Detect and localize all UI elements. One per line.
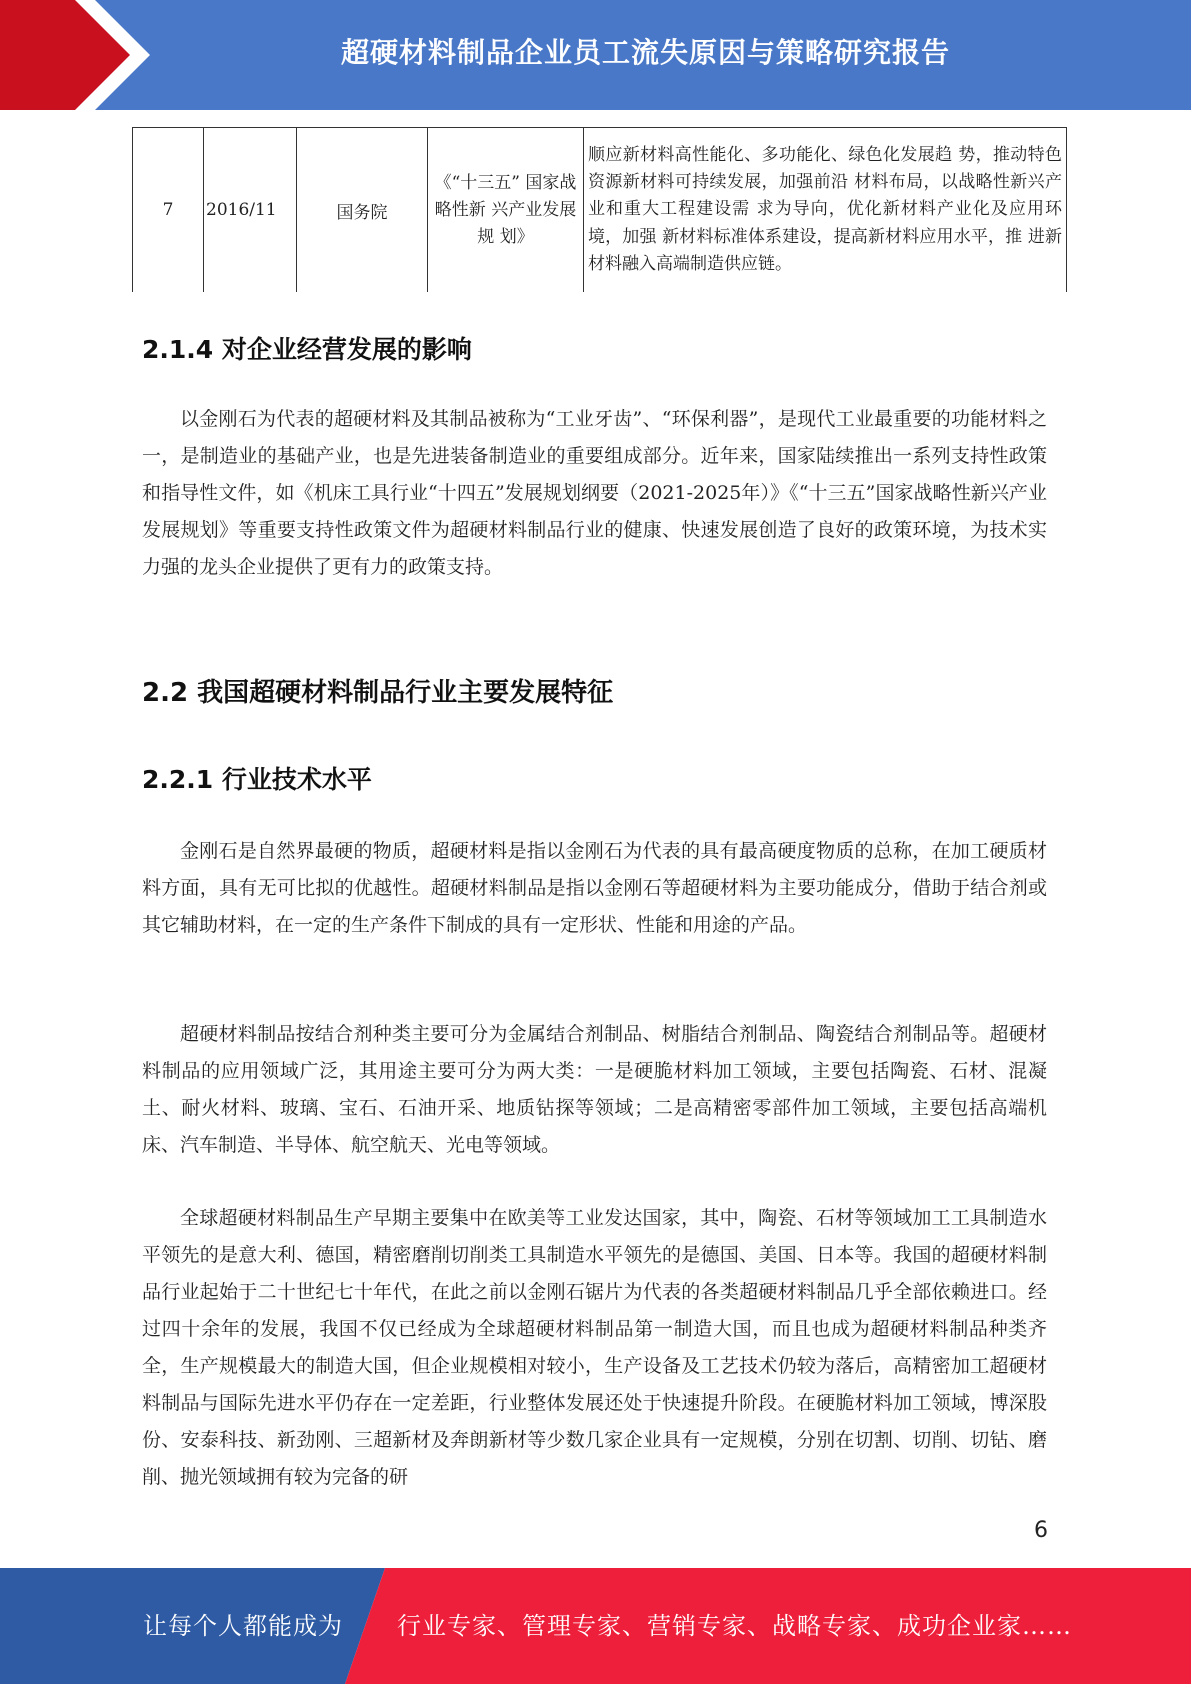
cell-org: 国务院 xyxy=(297,128,428,293)
table-row xyxy=(133,128,1067,293)
section-2-2-1-paragraph-1: 金刚石是自然界最硬的物质，超硬材料是指以金刚石为代表的具有最高硬度物质的总称，在加工硬质材料方面，具有无可比拟的优越性。超硬材料制品是指以金刚石等超硬材料为主要功能成分，借助于结合剂或其它辅助材料，在一定的生产条件下制成的具有一定形状、性能和用途的产品。 xyxy=(142,840,1047,936)
section-2-2-1-paragraph-3: 全球超硬材料制品生产早期主要集中在欧美等工业发达国家，其中，陶瓷、石材等领域加工工具制造水平领先的是意大利、德国，精密磨削切削类工具制造水平领先的是德国、美国、日本等。我国的超硬材料制品行业起始于二十世纪七十年代，在此之前以金刚石锯片为代表的各类超硬材料制品几乎全部依赖进口。经过四十余年的发展，我国不仅已经成为全球超硬材料制品第一制造大国，而且也成为超硬材料制品种类齐全，生产规模最大的制造大国，但企业规模相对较小，生产设备及工艺技术仍较为落后，高精密加工超硬材料制品与国际先进水平仍存在一定差距，行业整体发展还处于快速提升阶段。在硬脆材料加工领域，博深股份、安泰科技、新劲刚、三超新材及奔朗新材等少数几家企业具有一定规模，分别在切割、切削、切钻、磨削、抛光领域拥有较为完备的研 xyxy=(142,1207,1047,1488)
page-footer xyxy=(0,1568,1191,1684)
cell-date: 2016/11 xyxy=(204,128,297,293)
page-header xyxy=(0,0,1191,110)
report-title: 超硬材料制品企业员工流失原因与策略研究报告 xyxy=(340,36,950,69)
footer-slogan-right: 行业专家、管理专家、营销专家、战略专家、成功企业家…… xyxy=(397,1612,1072,1640)
section-2-2-title: 2.2 我国超硬材料制品行业主要发展特征 xyxy=(142,678,614,708)
cell-index: 7 xyxy=(133,128,204,293)
cell-document: 《“十三五” 国家战略性新 兴产业发展规 划》 xyxy=(428,128,584,293)
header-arrow-decoration xyxy=(0,0,160,110)
section-2-1-4-paragraph: 以金刚石为代表的超硬材料及其制品被称为“工业牙齿”、“环保利器”，是现代工业最重要的功能材料之一，是制造业的基础产业，也是先进装备制造业的重要组成部分。近年来，国家陆续推出一系列支持性政策和指导性文件，如《机床工具行业“十四五”发展规划纲要（2021-2025年）》《“十三五”国家战略性新兴产业发展规划》等重要支持性政策文件为超硬材料制品行业的健康、快速发展创造了良好的政策环境，为技术实力强的龙头企业提供了更有力的政策支持。 xyxy=(142,408,1047,578)
section-2-1-4-title: 2.1.4 对企业经营发展的影响 xyxy=(142,335,472,364)
page-number: 6 xyxy=(1034,1518,1048,1543)
cell-description: 顺应新材料高性能化、多功能化、绿色化发展趋 势，推动特色资源新材料可持续发展，加强前沿 材料布局，以战略性新兴产业和重大工程建设需 求为导向，优化新材料产业化及应用环境，加强 新材料标准体系建设，提高新材料应用水平，推 进新材料融入高端制造供应链。 xyxy=(584,128,1067,293)
footer-slogan-left: 让每个人都能成为 xyxy=(143,1612,343,1640)
policy-table xyxy=(132,127,1067,292)
section-2-2-1-paragraph-2: 超硬材料制品按结合剂种类主要可分为金属结合剂制品、树脂结合剂制品、陶瓷结合剂制品等。超硬材料制品的应用领域广泛，其用途主要可分为两大类：一是硬脆材料加工领域，主要包括陶瓷、石材、混凝土、耐火材料、玻璃、宝石、石油开采、地质钻探等领域；二是高精密零部件加工领域，主要包括高端机床、汽车制造、半导体、航空航天、光电等领域。 xyxy=(142,1023,1047,1156)
section-2-2-1-title: 2.2.1 行业技术水平 xyxy=(142,765,372,794)
